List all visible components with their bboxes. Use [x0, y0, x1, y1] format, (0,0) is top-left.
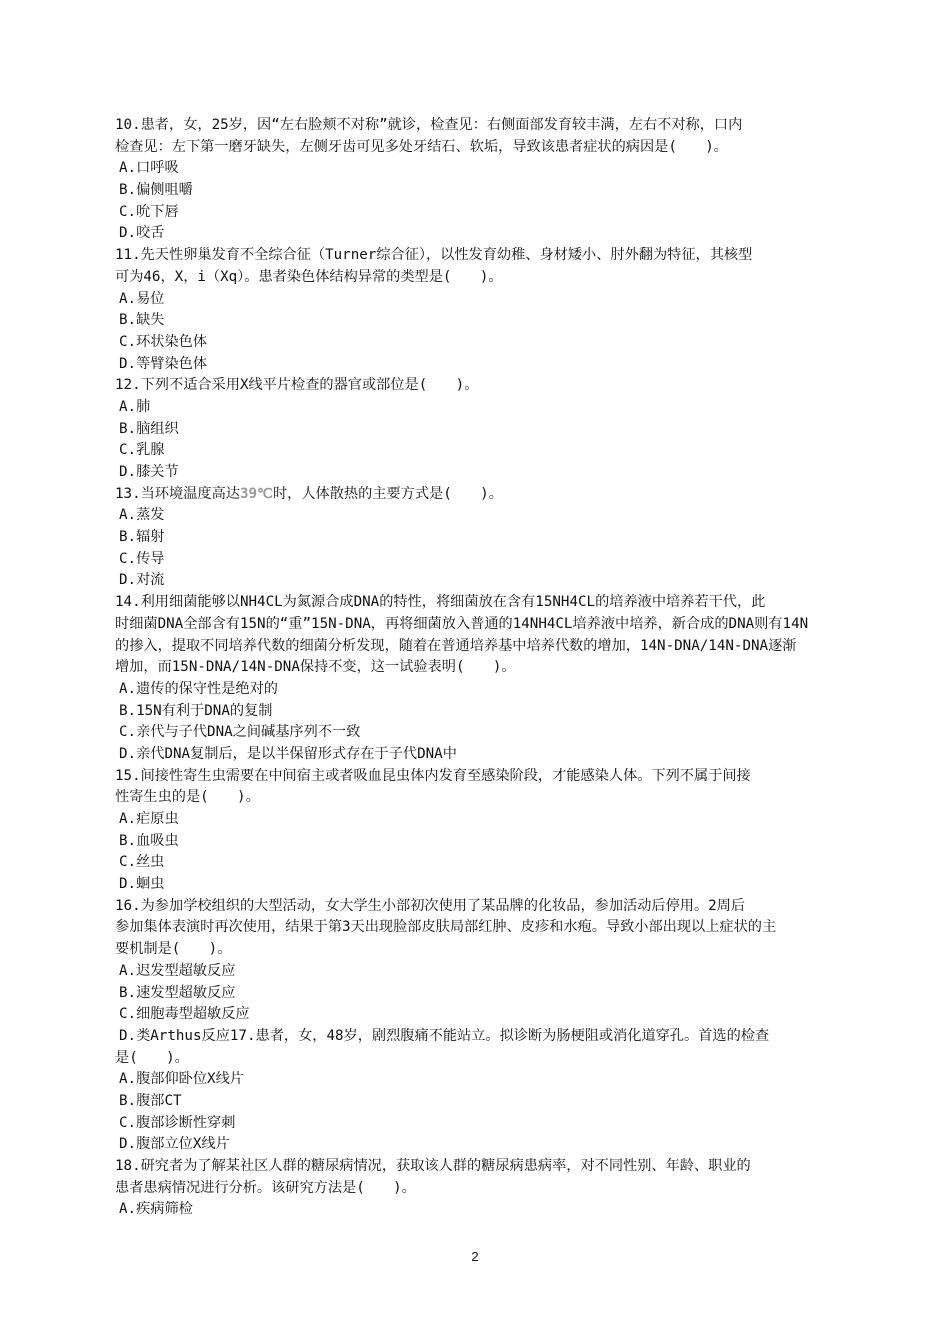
option-b: B.偏侧咀嚼 [119, 182, 193, 199]
question-stem-line: 16.为参加学校组织的大型活动，女大学生小部初次使用了某品牌的化妆品，参加活动后停用。2周后 [115, 897, 746, 914]
question-10 [115, 115, 865, 245]
question-16 [115, 896, 865, 1026]
option-d: D.咬舌 [119, 225, 165, 242]
option-b: B.速发型超敏反应 [119, 984, 236, 1001]
option-d: D.亲代DNA复制后，是以半保留形式存在于子代DNA中 [119, 745, 457, 762]
question-14 [115, 592, 865, 766]
option-a: A.蒸发 [119, 507, 165, 524]
option-d: D.对流 [119, 572, 165, 589]
option-d: D.等臂染色体 [119, 355, 208, 372]
option-a: A.口呼吸 [119, 160, 179, 177]
option-a: A.腹部仰卧位X线片 [119, 1071, 244, 1088]
question-stem-line: 15.间接性寄生虫需要在中间宿主或者吸血昆虫体内发育至感染阶段，才能感染人体。下列不属于间接 [115, 767, 751, 784]
option-b: B.15N有利于DNA的复制 [119, 702, 273, 719]
question-stem-line: 要机制是( )。 [115, 941, 232, 958]
option-a: A.疾病筛检 [119, 1201, 193, 1218]
option-c: C.传导 [119, 550, 165, 567]
question-stem-line: 参加集体表演时再次使用，结果于第3天出现脸部皮肤局部红肿、皮疹和水疱。导致小部出现以上症状的主 [115, 919, 777, 936]
option-a: A.遗传的保守性是绝对的 [119, 680, 278, 697]
option-c: C.吮下唇 [119, 203, 179, 220]
question-stem-line: 患者患病情况进行分析。该研究方法是( )。 [115, 1179, 416, 1196]
question-stem-line: 是( )。 [115, 1049, 189, 1066]
page-content [115, 115, 865, 1221]
option-a: A.肺 [119, 398, 151, 415]
stem-suffix: 时，人体散热的主要方式是( )。 [272, 485, 503, 502]
option-c: C.亲代与子代DNA之间碱基序列不一致 [119, 724, 361, 741]
option-c: C.细胞毒型超敏反应 [119, 1006, 250, 1023]
question-stem-line: 的掺入，提取不同培养代数的细菌分析发现，随着在普通培养基中培养代数的增加，14N-DNA/14N-DNA逐渐 [115, 637, 797, 654]
question-stem-line: 性寄生虫的是( )。 [115, 789, 260, 806]
question-15 [115, 766, 865, 896]
question-stem-line: 增加，而15N-DNA/14N-DNA保持不变，这一试验表明( )。 [115, 659, 516, 676]
question-stem-line [115, 484, 865, 506]
option-b: B.腹部CT [119, 1092, 182, 1109]
option-c: C.腹部诊断性穿刺 [119, 1114, 236, 1131]
question-stem-line: 时细菌DNA全部含有15N的“重”15N-DNA，再将细菌放入普通的14NH4CL培养液中培养，新合成的DNA则有14N [115, 615, 809, 632]
question-stem-line: 检查见：左下第一磨牙缺失，左侧牙齿可见多处牙结石、软垢，导致该患者症状的病因是( )。 [115, 138, 728, 155]
option-c: C.乳腺 [119, 442, 165, 459]
option-d: D.蛔虫 [119, 876, 165, 893]
page-number: 2 [471, 1249, 479, 1264]
question-stem-line: 可为46，X，i（Xq）。患者染色体结构异常的类型是( )。 [115, 268, 503, 285]
option-a: A.迟发型超敏反应 [119, 962, 236, 979]
option-d: D.膝关节 [119, 464, 179, 480]
question-stem-line: 14.利用细菌能够以NH4CL为氮源合成DNA的特性，将细菌放在含有15NH4CL的培养液中培养若干代，此 [115, 594, 766, 611]
question-13 [115, 484, 865, 592]
question-11 [115, 245, 865, 375]
option-b: B.血吸虫 [119, 832, 179, 849]
question-17 [115, 1026, 865, 1156]
question-18 [115, 1156, 865, 1221]
option-b: B.辐射 [119, 529, 165, 546]
option-a: A.疟原虫 [119, 811, 179, 827]
option-c: C.丝虫 [119, 854, 165, 871]
question-stem-line: 11.先天性卵巢发育不全综合征（Turner综合征），以性发育幼稚、身材矮小、肘外翻为特征，其核型 [115, 247, 753, 264]
question-stem-line: 10.患者，女，25岁，因“左右脸颊不对称”就诊，检查见：右侧面部发育较丰满，左右不对称，口内 [115, 117, 743, 133]
temperature-value: 39℃ [239, 485, 273, 502]
stem-prefix: 13.当环境温度高达 [115, 485, 240, 502]
option-b: B.缺失 [119, 312, 165, 329]
question-12 [115, 375, 865, 483]
option-c: C.环状染色体 [119, 333, 208, 350]
option-a: A.易位 [119, 290, 165, 307]
question-stem-line: D.类Arthus反应17.患者，女，48岁，剧烈腹痛不能站立。拟诊断为肠梗阻或消化道穿孔。首选的检查 [119, 1027, 770, 1044]
question-stem-line: 12.下列不适合采用X线平片检查的器官或部位是( )。 [115, 377, 479, 394]
question-stem-line: 18.研究者为了解某社区人群的糖尿病情况，获取该人群的糖尿病患病率，对不同性别、年龄、职业的 [115, 1158, 751, 1174]
option-b: B.脑组织 [119, 420, 179, 437]
option-d: D.腹部立位X线片 [119, 1136, 230, 1153]
